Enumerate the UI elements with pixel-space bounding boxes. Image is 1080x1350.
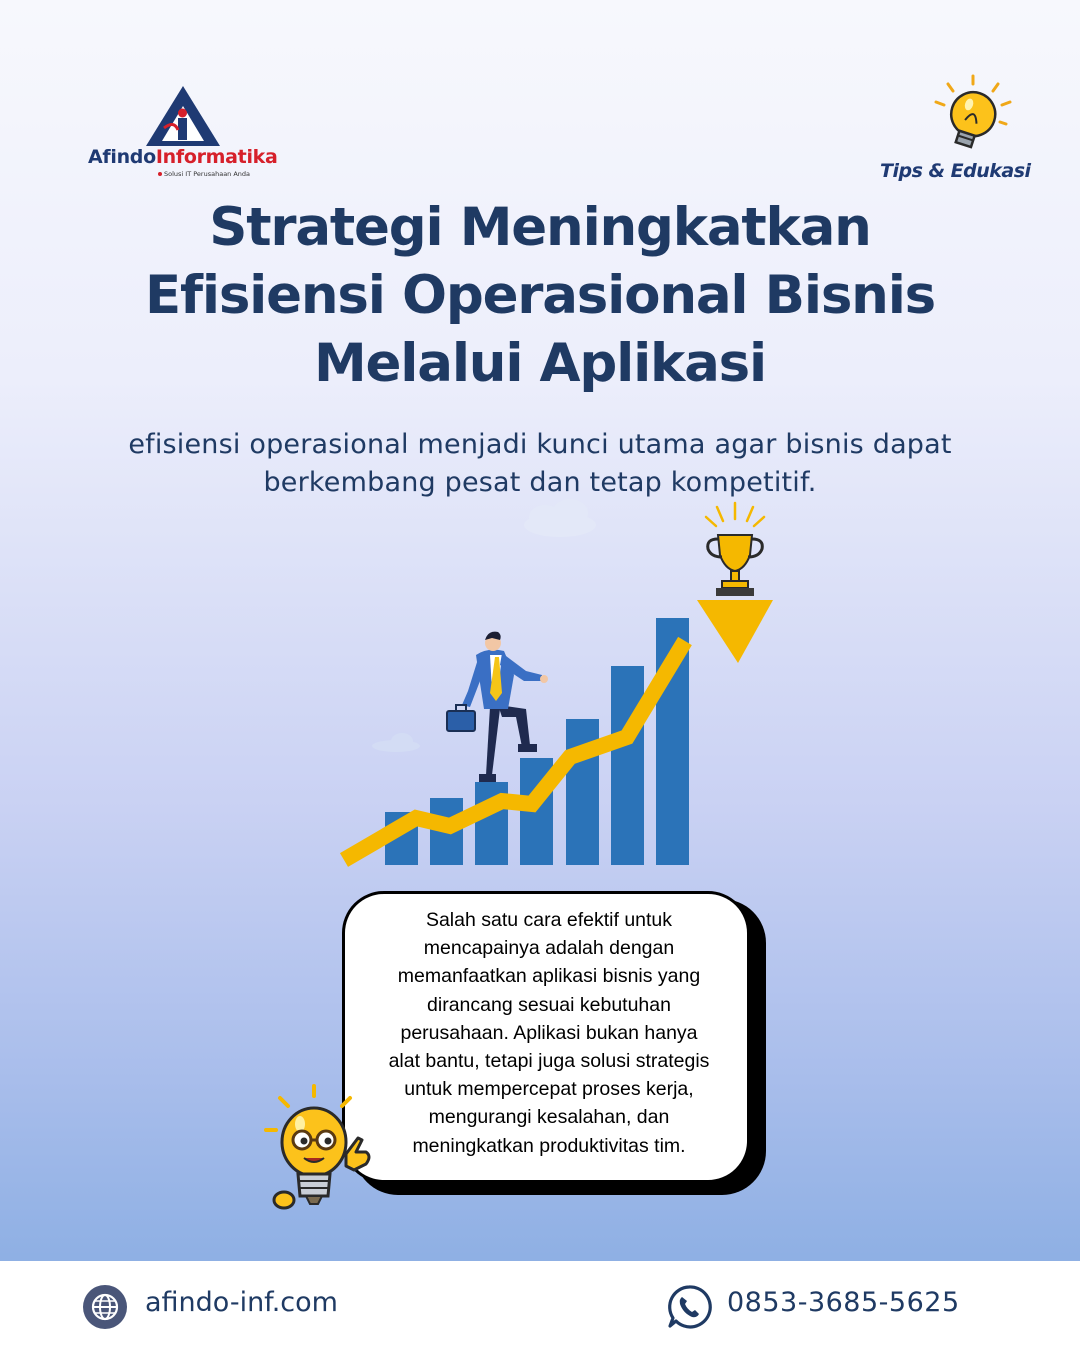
callout-line: perusahaan. Aplikasi bukan hanya	[400, 1021, 698, 1044]
globe-icon	[83, 1285, 127, 1329]
callout-line: Salah satu cara efektif untuk	[425, 909, 673, 931]
callout-line: meningkatkan produktivitas tim.	[412, 1134, 686, 1157]
trophy-icon	[706, 503, 764, 596]
callout-line: alat bantu, tetapi juga solusi strategis	[388, 1050, 710, 1073]
callout-line: mencapainya adalah dengan	[423, 937, 675, 960]
brand-name: AfindoInformatika	[88, 146, 278, 168]
cloud-icon	[372, 733, 420, 752]
phone-number[interactable]: 0853-3685-5625	[727, 1287, 960, 1318]
growth-arrow-icon	[344, 600, 773, 860]
callout-line: memanfaatkan aplikasi bisnis yang	[397, 965, 701, 988]
callout-line: mengurangi kesalahan, dan	[428, 1106, 670, 1129]
lightbulb-mascot-icon	[262, 1080, 392, 1220]
brand-logo	[88, 84, 288, 184]
title-line: Strategi Meningkatkan	[209, 197, 871, 258]
callout-line: untuk mempercepat proses kerja,	[404, 1078, 694, 1101]
growth-illustration	[330, 495, 790, 875]
page-title	[60, 194, 1020, 398]
lightbulb-icon	[928, 72, 1018, 162]
callout-text	[368, 906, 730, 1160]
title-line: Efisiensi Operasional Bisnis	[144, 265, 936, 326]
logo-mark-icon	[144, 84, 222, 148]
cloud-icon	[524, 499, 596, 537]
subtitle-line: berkembang pesat dan tetap kompetitif.	[263, 467, 817, 498]
title-line: Melalui Aplikasi	[314, 333, 766, 394]
whatsapp-icon	[665, 1283, 713, 1331]
tips-badge-label: Tips & Edukasi	[880, 160, 1031, 182]
subtitle-line: efisiensi operasional menjadi kunci utama agar bisnis dapat	[128, 429, 952, 460]
website-link[interactable]: afindo-inf.com	[145, 1287, 338, 1318]
subtitle	[60, 426, 1020, 502]
callout-line: dirancang sesuai kebutuhan	[427, 993, 671, 1016]
brand-tagline: Solusi IT Perusahaan Anda	[158, 170, 250, 178]
